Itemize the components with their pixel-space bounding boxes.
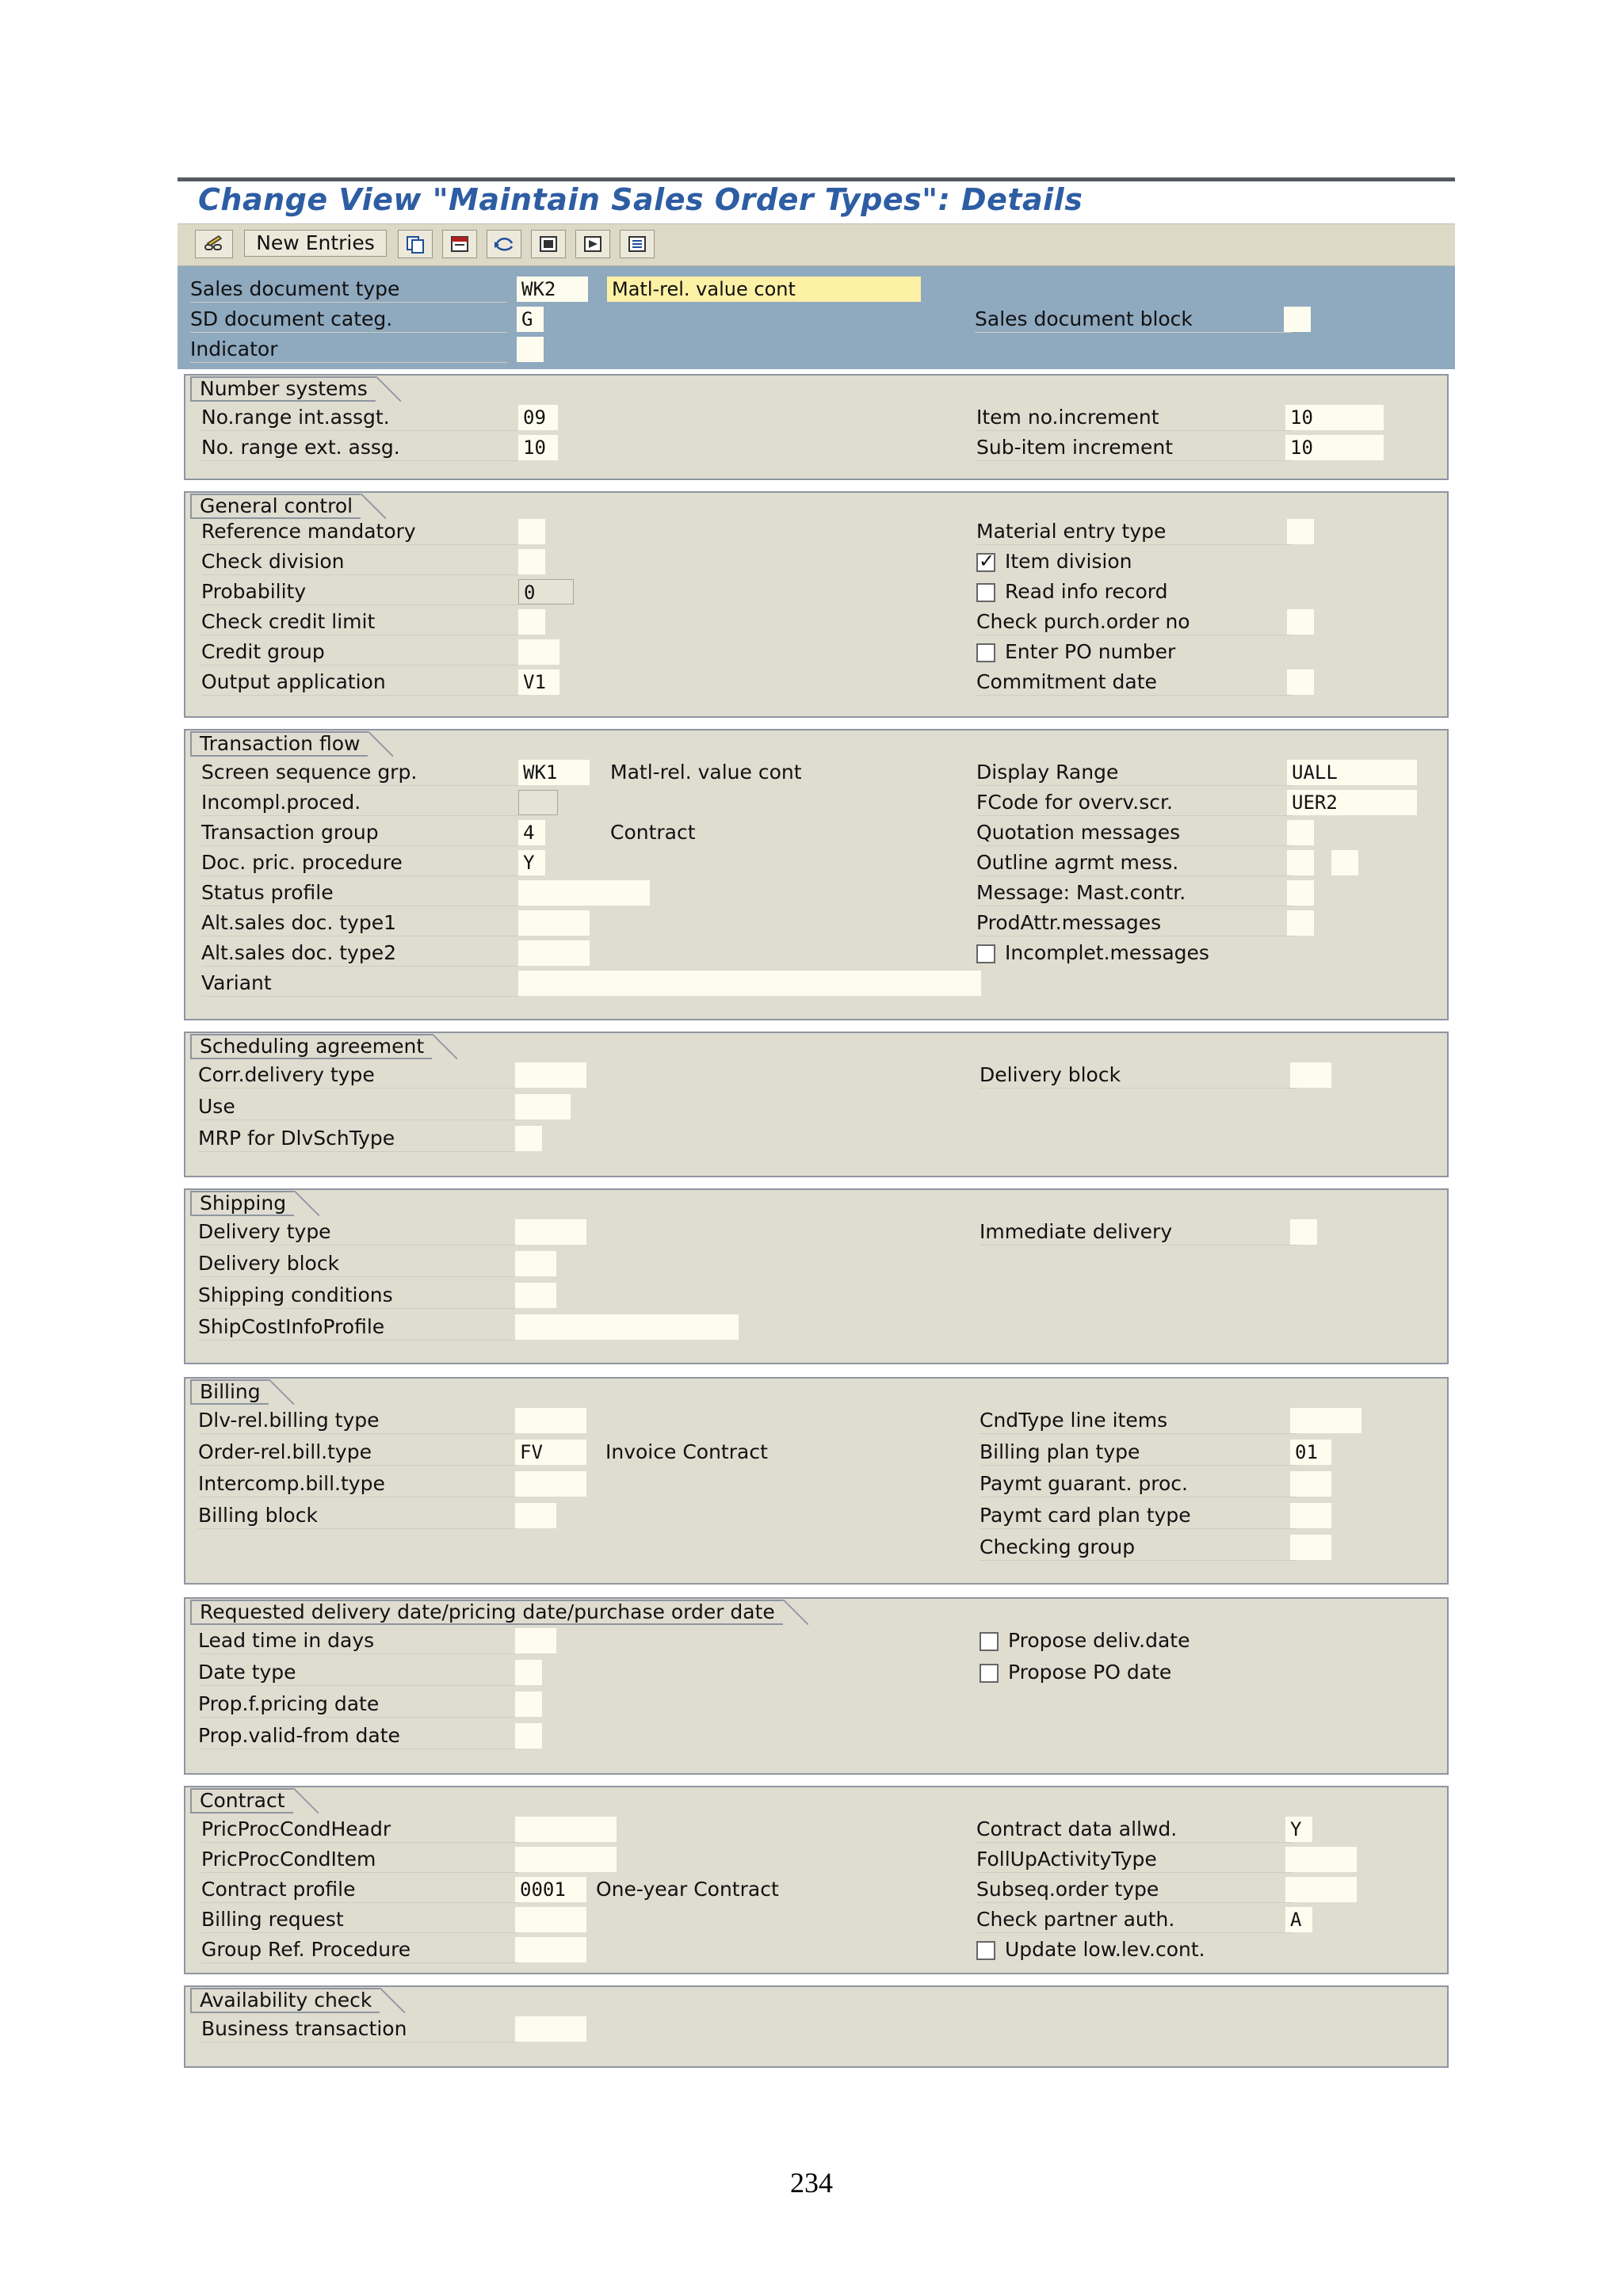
commitment-date-label: Commitment date — [976, 669, 1293, 696]
requested-delivery-section — [184, 1597, 1449, 1775]
availability-check-section — [184, 1985, 1449, 2068]
sales-doc-type-description: Matl-rel. value cont — [607, 277, 921, 302]
billing-block-label: Billing block — [198, 1502, 515, 1529]
propose-po-date-checkbox[interactable] — [980, 1664, 999, 1683]
incomplet-messages-label: Incomplet.messages — [1005, 941, 1209, 964]
scheduling-agreement-title: Scheduling agreement — [190, 1034, 432, 1059]
update-low-lev-cont-label: Update low.lev.cont. — [1005, 1938, 1205, 1961]
check-division-label: Check division — [201, 548, 518, 575]
doc-pric-procedure-field[interactable]: Y — [518, 850, 545, 875]
application-toolbar — [178, 223, 1455, 266]
shipcost-info-profile-field[interactable] — [515, 1314, 739, 1340]
doc-pric-procedure-label: Doc. pric. procedure — [201, 849, 518, 876]
immediate-delivery-label: Immediate delivery — [980, 1219, 1296, 1245]
next-page-icon — [582, 234, 604, 254]
read-info-record-label: Read info record — [1005, 580, 1168, 603]
order-rel-bill-type-field[interactable]: FV — [515, 1440, 586, 1465]
credit-group-label: Credit group — [201, 639, 518, 666]
undo-icon — [493, 234, 515, 254]
material-entry-type-field[interactable] — [1287, 519, 1314, 544]
date-type-field[interactable] — [515, 1660, 542, 1685]
item-no-increment-label: Item no.increment — [976, 404, 1293, 431]
contract-profile-field[interactable]: 0001 — [515, 1877, 586, 1902]
number-systems-title: Number systems — [190, 376, 376, 402]
billing-plan-type-field[interactable]: 01 — [1290, 1440, 1331, 1465]
transaction-group-field[interactable]: 4 — [518, 820, 545, 845]
shipping-title: Shipping — [190, 1191, 294, 1216]
variable-list-button[interactable] — [620, 230, 655, 258]
shipping-conditions-field[interactable] — [515, 1283, 556, 1308]
use-label: Use — [198, 1093, 515, 1120]
checking-group-field[interactable] — [1290, 1535, 1331, 1560]
page-number: 234 — [790, 2167, 833, 2199]
title-divider — [178, 177, 1455, 181]
general-control-title: General control — [190, 494, 361, 519]
general-control-section — [184, 491, 1449, 718]
variant-label: Variant — [201, 970, 518, 997]
business-transaction-label: Business transaction — [201, 2016, 518, 2042]
quotation-messages-label: Quotation messages — [976, 819, 1293, 846]
sales-doc-block-field[interactable] — [1284, 307, 1311, 332]
transaction-group-description: Contract — [610, 821, 696, 844]
sd-doc-categ-label: SD document categ. — [190, 306, 507, 333]
requested-delivery-title: Requested delivery date/pricing date/purchase order date — [190, 1600, 783, 1625]
message-mast-contr-field[interactable] — [1287, 880, 1314, 906]
screen-sequence-label: Screen sequence grp. — [201, 759, 518, 786]
number-systems-section — [184, 374, 1449, 480]
pricproc-cond-item-label: PricProcCondItem — [201, 1846, 518, 1873]
mrp-dlvschtype-field[interactable] — [515, 1126, 542, 1151]
incomplet-messages-checkbox[interactable] — [976, 944, 995, 963]
probability-label: Probability — [201, 578, 518, 605]
sd-doc-categ-field[interactable]: G — [517, 307, 544, 332]
undo-change-button[interactable] — [487, 230, 521, 258]
follup-activity-type-field[interactable] — [1285, 1847, 1357, 1872]
paymt-guarant-proc-label: Paymt guarant. proc. — [980, 1470, 1296, 1497]
quotation-messages-field[interactable] — [1287, 820, 1314, 845]
next-entry-button[interactable] — [575, 230, 610, 258]
pricproc-cond-headr-label: PricProcCondHeadr — [201, 1816, 518, 1843]
shipping-section — [184, 1188, 1449, 1364]
previous-page-icon — [537, 234, 559, 254]
contract-profile-description: One-year Contract — [596, 1878, 779, 1901]
fcode-overview-field[interactable]: UER2 — [1287, 790, 1417, 815]
immediate-delivery-field[interactable] — [1290, 1219, 1317, 1245]
delivery-type-field[interactable] — [515, 1219, 586, 1245]
delivery-type-label: Delivery type — [198, 1219, 515, 1245]
reference-mandatory-label: Reference mandatory — [201, 518, 518, 545]
output-application-label: Output application — [201, 669, 518, 696]
sub-item-increment-field[interactable]: 10 — [1285, 435, 1384, 460]
mrp-dlvschtype-label: MRP for DlvSchType — [198, 1125, 515, 1152]
screen-sequence-field[interactable]: WK1 — [518, 760, 590, 785]
subseq-order-type-field[interactable] — [1285, 1877, 1357, 1902]
item-division-checkbox[interactable] — [976, 553, 995, 572]
date-type-label: Date type — [198, 1659, 515, 1686]
lead-time-field[interactable] — [515, 1628, 556, 1653]
read-info-record-checkbox[interactable] — [976, 583, 995, 602]
status-profile-field[interactable] — [518, 880, 650, 906]
outline-agrmt-label: Outline agrmt mess. — [976, 849, 1293, 876]
alt-sales-doc-type1-field[interactable] — [518, 910, 590, 936]
corr-delivery-type-label: Corr.delivery type — [198, 1062, 515, 1089]
billing-section — [184, 1377, 1449, 1585]
cndtype-line-items-label: CndType line items — [980, 1407, 1296, 1434]
contract-data-allwd-field[interactable]: Y — [1285, 1817, 1312, 1842]
check-division-field[interactable] — [518, 549, 545, 574]
delete-button[interactable] — [442, 230, 477, 258]
propose-deliv-date-checkbox[interactable] — [980, 1632, 999, 1651]
display-range-field[interactable]: UALL — [1287, 760, 1417, 785]
sales-doc-type-label: Sales document type — [190, 276, 507, 303]
pricproc-cond-item-field[interactable] — [515, 1847, 617, 1872]
cndtype-line-items-field[interactable] — [1290, 1408, 1361, 1433]
pricproc-cond-headr-field[interactable] — [515, 1817, 617, 1842]
prop-valid-from-field[interactable] — [515, 1723, 542, 1749]
paymt-guarant-proc-field[interactable] — [1290, 1471, 1331, 1497]
intercomp-bill-type-field[interactable] — [515, 1471, 586, 1497]
enter-po-number-checkbox[interactable] — [976, 643, 995, 662]
item-no-increment-field[interactable]: 10 — [1285, 405, 1384, 430]
transaction-group-label: Transaction group — [201, 819, 518, 846]
update-low-lev-cont-checkbox[interactable] — [976, 1941, 995, 1960]
availability-check-title: Availability check — [190, 1988, 380, 2013]
business-transaction-field[interactable] — [515, 2016, 586, 2042]
propose-po-date-label: Propose PO date — [1008, 1661, 1172, 1684]
status-profile-label: Status profile — [201, 879, 518, 906]
probability-field[interactable]: 0 — [518, 579, 574, 605]
pencil-glasses-icon — [203, 234, 225, 254]
group-ref-procedure-field[interactable] — [515, 1937, 586, 1962]
paymt-card-plan-type-field[interactable] — [1290, 1503, 1331, 1528]
incompl-proced-field[interactable] — [518, 790, 558, 815]
output-application-field[interactable]: V1 — [518, 669, 559, 695]
check-credit-limit-field[interactable] — [518, 609, 545, 635]
shipping-delivery-block-label: Delivery block — [198, 1250, 515, 1277]
intercomp-bill-type-label: Intercomp.bill.type — [198, 1470, 515, 1497]
check-partner-auth-field[interactable]: A — [1285, 1907, 1312, 1932]
material-entry-type-label: Material entry type — [976, 518, 1293, 545]
delete-icon — [449, 234, 471, 254]
indicator-field[interactable] — [517, 337, 544, 362]
group-ref-procedure-label: Group Ref. Procedure — [201, 1936, 518, 1963]
display-range-label: Display Range — [976, 759, 1293, 786]
order-rel-bill-type-description: Invoice Contract — [605, 1440, 768, 1463]
no-range-ext-field[interactable]: 10 — [518, 435, 558, 460]
contract-data-allwd-label: Contract data allwd. — [976, 1816, 1293, 1843]
dlv-rel-billing-type-label: Dlv-rel.billing type — [198, 1407, 515, 1434]
prop-valid-from-label: Prop.valid-from date — [198, 1722, 515, 1749]
follup-activity-type-label: FollUpActivityType — [976, 1846, 1293, 1873]
no-range-int-field[interactable]: 09 — [518, 405, 558, 430]
check-purch-order-field[interactable] — [1287, 609, 1314, 635]
shipping-delivery-block-field[interactable] — [515, 1251, 556, 1276]
check-purch-order-label: Check purch.order no — [976, 608, 1293, 635]
subseq-order-type-label: Subseq.order type — [976, 1876, 1293, 1903]
dlv-rel-billing-type-field[interactable] — [515, 1408, 586, 1433]
fcode-overview-label: FCode for overv.scr. — [976, 789, 1293, 816]
transaction-flow-title: Transaction flow — [190, 731, 368, 757]
sched-delivery-block-label: Delivery block — [980, 1062, 1296, 1089]
corr-delivery-type-field[interactable] — [515, 1062, 586, 1088]
use-field[interactable] — [515, 1094, 571, 1119]
sap-screen — [178, 177, 1455, 2079]
indicator-label: Indicator — [190, 336, 507, 363]
alt-sales-doc-type2-label: Alt.sales doc. type2 — [201, 940, 518, 967]
alt-sales-doc-type2-field[interactable] — [518, 940, 590, 966]
billing-request-label: Billing request — [201, 1906, 518, 1933]
prodattr-messages-field[interactable] — [1287, 910, 1314, 936]
sales-doc-type-field[interactable]: WK2 — [517, 277, 588, 302]
new-entries-button[interactable]: New Entries — [244, 230, 387, 257]
screen-sequence-description: Matl-rel. value cont — [610, 761, 802, 784]
contract-profile-label: Contract profile — [201, 1876, 518, 1903]
billing-title: Billing — [190, 1379, 269, 1405]
paymt-card-plan-type-label: Paymt card plan type — [980, 1502, 1296, 1529]
prop-pricing-date-field[interactable] — [515, 1691, 542, 1717]
check-credit-limit-label: Check credit limit — [201, 608, 518, 635]
lead-time-label: Lead time in days — [198, 1627, 515, 1654]
page-title: Change View "Maintain Sales Order Types": Details — [198, 182, 1083, 217]
commitment-date-field[interactable] — [1287, 669, 1314, 695]
order-rel-bill-type-label: Order-rel.bill.type — [198, 1439, 515, 1466]
billing-plan-type-label: Billing plan type — [980, 1439, 1296, 1466]
check-partner-auth-label: Check partner auth. — [976, 1906, 1293, 1933]
sched-delivery-block-field[interactable] — [1290, 1062, 1331, 1088]
propose-deliv-date-label: Propose deliv.date — [1008, 1629, 1190, 1652]
checking-group-label: Checking group — [980, 1534, 1296, 1561]
item-division-label: Item division — [1005, 550, 1132, 573]
reference-mandatory-field[interactable] — [518, 519, 545, 544]
billing-block-field[interactable] — [515, 1503, 556, 1528]
prop-pricing-date-label: Prop.f.pricing date — [198, 1691, 515, 1718]
outline-agrmt-extra-field[interactable] — [1331, 850, 1358, 875]
contract-section — [184, 1786, 1449, 1974]
list-icon — [626, 234, 648, 254]
enter-po-number-label: Enter PO number — [1005, 640, 1176, 663]
shipcost-info-profile-label: ShipCostInfoProfile — [198, 1314, 515, 1341]
prodattr-messages-label: ProdAttr.messages — [976, 910, 1293, 936]
display-change-button[interactable] — [195, 230, 233, 258]
transaction-flow-section — [184, 729, 1449, 1020]
previous-entry-button[interactable] — [531, 230, 566, 258]
variant-field[interactable] — [518, 971, 981, 996]
scheduling-agreement-section — [184, 1032, 1449, 1177]
header-area — [178, 266, 1455, 369]
shipping-conditions-label: Shipping conditions — [198, 1282, 515, 1309]
alt-sales-doc-type1-label: Alt.sales doc. type1 — [201, 910, 518, 936]
outline-agrmt-field[interactable] — [1287, 850, 1314, 875]
message-mast-contr-label: Message: Mast.contr. — [976, 879, 1293, 906]
sales-doc-block-label: Sales document block — [975, 306, 1292, 333]
incompl-proced-label: Incompl.proced. — [201, 789, 518, 816]
credit-group-field[interactable] — [518, 639, 559, 665]
sub-item-increment-label: Sub-item increment — [976, 434, 1293, 461]
contract-title: Contract — [190, 1788, 293, 1814]
no-range-ext-label: No. range ext. assg. — [201, 434, 518, 461]
no-range-int-label: No.range int.assgt. — [201, 404, 518, 431]
copy-icon — [404, 234, 426, 254]
billing-request-field[interactable] — [515, 1907, 586, 1932]
copy-as-button[interactable] — [398, 230, 433, 258]
